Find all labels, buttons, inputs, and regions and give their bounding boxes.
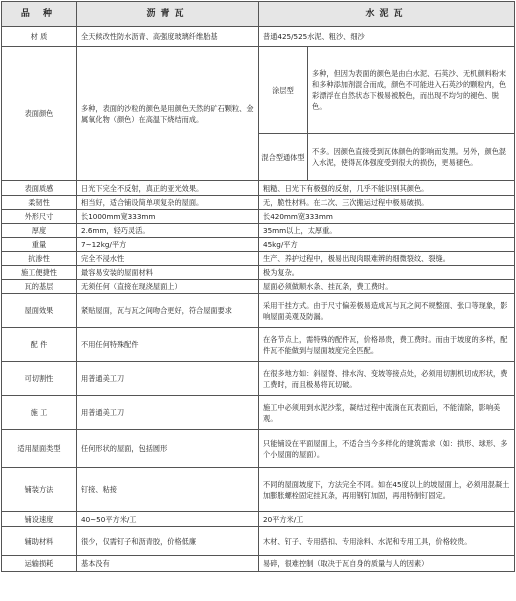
table-row	[2, 224, 515, 238]
row-label: 屋面效果	[2, 294, 77, 328]
cement-cell: 不同的屋面坡度下，方法完全不同。如在45度以上的坡屋面上，必须用混凝土加膨胀螺栓固定挂瓦条，再用钢钉加固，再用特制钉固定。	[259, 468, 515, 512]
cement-cell: 在很多地方如：斜屋脊、排水沟、变坡等接点处，必须用切割机切成形状，费工费时，而且极易将瓦切破。	[259, 362, 515, 396]
asphalt-cell: 7~12kg/平方	[77, 238, 259, 252]
cement-cell: 只能铺设在平面屋面上，不适合当今多样化的建筑需求（如：拱形、球形、多个小屋面的屋面）。	[259, 430, 515, 468]
cement-cell: 无，脆性材料。在二次、三次搬运过程中极易破损。	[259, 196, 515, 210]
cement-cell: 生产、养护过程中，极易出现肉眼难辨的细微裂纹、裂缝。	[259, 252, 515, 266]
table-row	[2, 430, 515, 468]
cement-cell: 施工中必须用到水泥沙浆，凝结过程中流淌在瓦表面后，不能清除，影响美观。	[259, 396, 515, 430]
asphalt-cell: 很少，仅需钉子和沥青胶，价格低廉	[77, 527, 259, 556]
asphalt-cell: 无须任何（直接在现浇屋面上）	[77, 280, 259, 294]
table-row	[2, 47, 515, 134]
table-row	[2, 266, 515, 280]
cement-subtype-label: 混合型通体型	[259, 134, 308, 181]
table-row	[2, 252, 515, 266]
cement-subtype-label: 涂层型	[259, 47, 308, 134]
header-type: 品 种	[2, 2, 77, 27]
row-label: 抗渗性	[2, 252, 77, 266]
table	[1, 1, 515, 572]
row-label: 施工便捷性	[2, 266, 77, 280]
table-row	[2, 556, 515, 572]
row-label: 适用屋面类型	[2, 430, 77, 468]
asphalt-cell: 40~50平方米/工	[77, 512, 259, 527]
asphalt-cell: 基本没有	[77, 556, 259, 572]
row-label: 辅助材料	[2, 527, 77, 556]
row-label: 可切割性	[2, 362, 77, 396]
cement-cell: 20平方米/工	[259, 512, 515, 527]
table-row	[2, 238, 515, 252]
row-label: 瓦的基层	[2, 280, 77, 294]
asphalt-cell: 不用任何特殊配件	[77, 328, 259, 362]
asphalt-cell: 钉接、粘接	[77, 468, 259, 512]
asphalt-cell: 相当好，适合铺设简单项复杂的屋面。	[77, 196, 259, 210]
row-label: 施 工	[2, 396, 77, 430]
asphalt-cell: 日光下完全不反射，真正的亚光效果。	[77, 181, 259, 196]
row-label: 重量	[2, 238, 77, 252]
asphalt-cell: 长1000mm宽333mm	[77, 210, 259, 224]
table-row	[2, 396, 515, 430]
cement-cell: 屋面必须做顺水条、挂瓦条，费工费时。	[259, 280, 515, 294]
row-label: 柔韧性	[2, 196, 77, 210]
cement-cell: 普通425/525水泥、粗沙、细沙	[259, 27, 515, 47]
table-row	[2, 468, 515, 512]
header-row	[2, 2, 515, 27]
row-label: 铺设速度	[2, 512, 77, 527]
row-label: 表面颜色	[2, 47, 77, 181]
row-label: 配 件	[2, 328, 77, 362]
asphalt-cell: 全天候改性防水沥青、高强度玻璃纤维胎基	[77, 27, 259, 47]
table-row	[2, 210, 515, 224]
table-row	[2, 181, 515, 196]
row-label: 厚度	[2, 224, 77, 238]
cement-cell: 极为复杂。	[259, 266, 515, 280]
header-cement-tile: 水泥瓦	[259, 2, 515, 27]
asphalt-cell: 2.6mm，轻巧灵活。	[77, 224, 259, 238]
row-label: 表面质感	[2, 181, 77, 196]
comparison-table	[0, 1, 516, 601]
cement-cell: 长420mm宽333mm	[259, 210, 515, 224]
cement-cell: 35mm以上，太厚重。	[259, 224, 515, 238]
asphalt-cell: 最容易安装的屋面材料	[77, 266, 259, 280]
asphalt-cell: 紧贴屋面，瓦与瓦之间吻合更好，符合屋面要求	[77, 294, 259, 328]
asphalt-cell: 多种，表面的沙粒的颜色是用颜色天然的矿石颗粒、金属氧化物（颜色）在高温下烧结而成。	[77, 47, 259, 181]
cement-cell: 木材、钉子、专用搭扣、专用涂料、水泥和专用工具，价格较贵。	[259, 527, 515, 556]
cement-cell: 易碎，很难控制（取决于瓦自身的质量与人的因素）	[259, 556, 515, 572]
table-row	[2, 280, 515, 294]
row-label: 铺装方法	[2, 468, 77, 512]
cement-cell: 多种，但因为表面的颜色是由白水泥、石英沙、无机颜料粉末和多种添加剂混合而成，颜色不可能进入石英沙的颗粒内，色彩漂浮在自然状态下极易被脱色，而出现不均匀的褪色、脱色。	[308, 47, 515, 134]
table-row	[2, 27, 515, 47]
row-label: 材 质	[2, 27, 77, 47]
asphalt-cell: 任何形状的屋面，包括圆形	[77, 430, 259, 468]
cement-cell: 45kg/平方	[259, 238, 515, 252]
table-row	[2, 362, 515, 396]
asphalt-cell: 用普通美工刀	[77, 362, 259, 396]
table-row	[2, 196, 515, 210]
row-label: 外形尺寸	[2, 210, 77, 224]
table-row	[2, 527, 515, 556]
cement-cell: 在各节点上，需特殊的配件瓦，价格昂贵，费工费时。而由于坡度的多样，配件瓦不能做到与屋面坡度完全匹配。	[259, 328, 515, 362]
table-row	[2, 328, 515, 362]
table-row	[2, 294, 515, 328]
header-asphalt-tile: 沥青瓦	[77, 2, 259, 27]
cement-cell: 不多。因颜色直接受到瓦体颜色的影响而发黑。另外，颜色混入水泥，使得瓦体强度受到很大的损伤，更易褪色。	[308, 134, 515, 181]
table-row	[2, 512, 515, 527]
asphalt-cell: 完全不浸水性	[77, 252, 259, 266]
asphalt-cell: 用普通美工刀	[77, 396, 259, 430]
cement-cell: 采用干挂方式。由于尺寸偏差极易造成瓦与瓦之间不规整面、张口等现象，影响屋面美观及防漏。	[259, 294, 515, 328]
cement-cell: 粗糙、日光下有极强的反射，几乎不能识别其颜色。	[259, 181, 515, 196]
row-label: 运输损耗	[2, 556, 77, 572]
